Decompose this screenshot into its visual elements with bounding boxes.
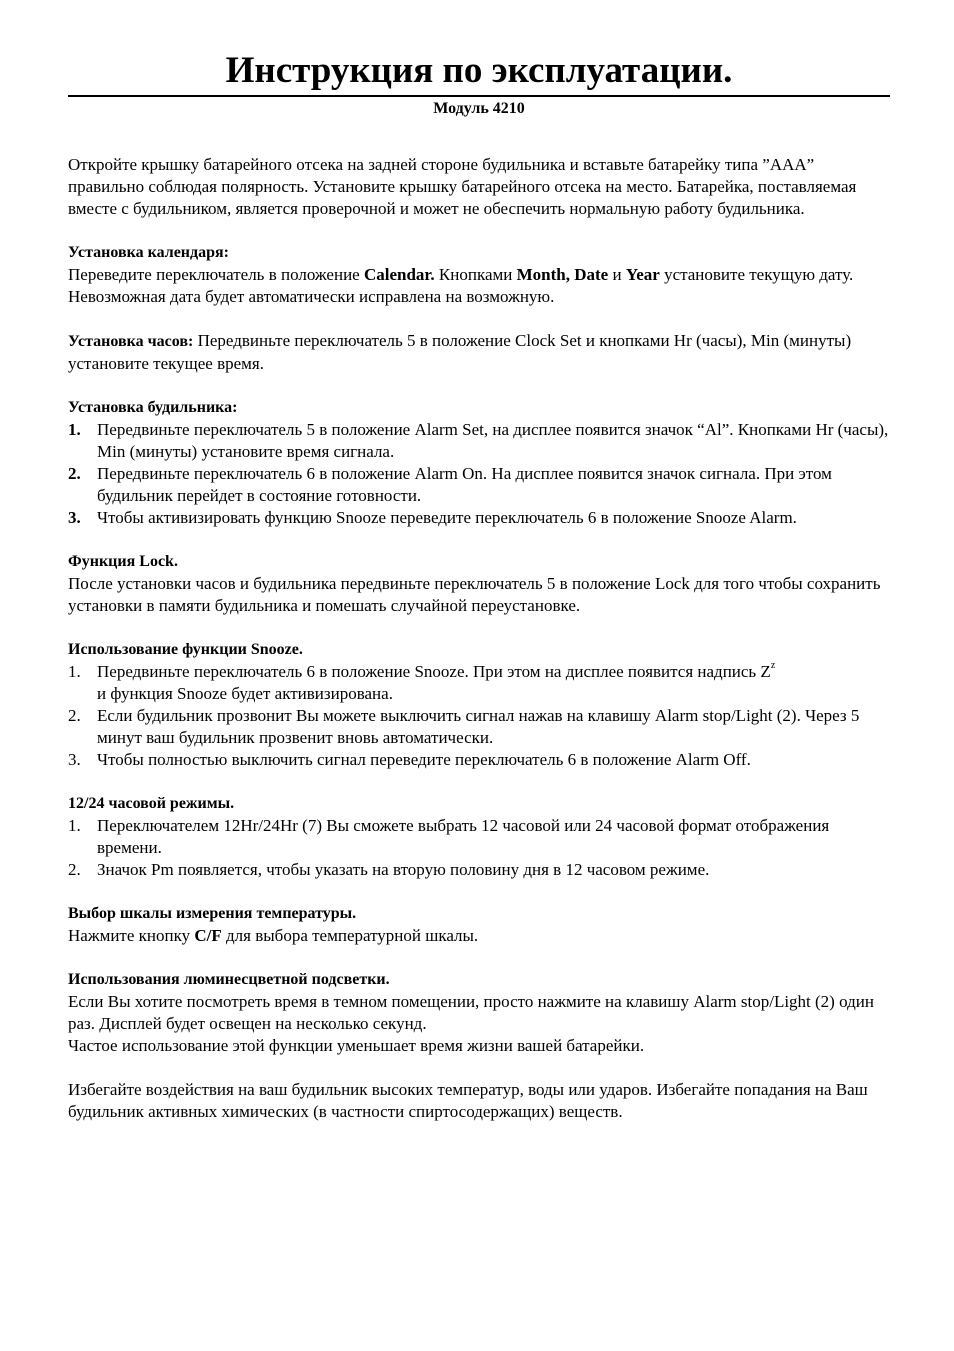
calendar-text: Переведите переключатель в положение Calendar. Кнопками Month, Date и Year установите текущую дату. Невозможная дата будет автоматически исправлена на возможную. xyxy=(68,265,854,306)
list-item: 2. Значок Pm появляется, чтобы указать на вторую половину дня в 12 часовом режиме. xyxy=(68,860,710,879)
list-item: 2. Если будильник прозвонит Вы можете выключить сигнал нажав на клавишу Alarm stop/Light (2). Через 5 минут ваш будильник прозвенит вновь автоматически. xyxy=(68,706,860,747)
temp-heading: Выбор шкалы измерения температуры. xyxy=(68,905,357,922)
light-section xyxy=(68,969,890,1057)
lock-heading: Функция Lock. xyxy=(68,553,178,570)
document-subtitle: Модуль 4210 xyxy=(433,100,525,117)
light-heading: Использования люминесцветной подсветки. xyxy=(68,971,390,988)
mode-section xyxy=(68,793,890,881)
snooze-section xyxy=(68,639,890,771)
light-text-1: Если Вы хотите посмотреть время в темном помещении, просто нажмите на клавишу Alarm stop/Light (2) один раз. Дисплей будет освещен на несколько секунд. xyxy=(68,992,874,1033)
list-item: 3. Чтобы активизировать функцию Snooze переведите переключатель 6 в положение Snooze Alarm. xyxy=(68,508,797,527)
clock-section xyxy=(68,330,890,375)
snooze-list xyxy=(68,661,890,771)
alarm-heading: Установка будильника: xyxy=(68,399,238,416)
list-item: 2. Передвиньте переключатель 6 в положение Alarm On. На дисплее появится значок сигнала. При этом будильник перейдет в состояние готовности. xyxy=(68,464,832,505)
calendar-heading: Установка календаря: xyxy=(68,244,229,261)
list-item: 1. Передвиньте переключатель 5 в положение Alarm Set, на дисплее появится значок “Al”. Кнопками Hr (часы), Min (минуты) установите время сигнала. xyxy=(68,420,889,461)
temp-section xyxy=(68,903,890,947)
snooze-heading: Использование функции Snooze. xyxy=(68,641,303,658)
temp-text: Нажмите кнопку C/F для выбора температурной шкалы. xyxy=(68,926,479,945)
warning-paragraph: Избегайте воздействия на ваш будильник высоких температур, воды или ударов. Избегайте попадания на Ваш будильник активных химических (в частности спиртосодержащих) веществ. xyxy=(68,1080,868,1121)
document-page xyxy=(68,0,890,1123)
mode-heading: 12/24 часовой режимы. xyxy=(68,795,235,812)
calendar-section xyxy=(68,242,890,308)
alarm-section xyxy=(68,397,890,529)
clock-text: Установка часов: Передвиньте переключатель 5 в положение Clock Set и кнопками Hr (часы), Min (минуты) установите текущее время. xyxy=(68,331,852,373)
mode-list xyxy=(68,815,890,881)
lock-text: После установки часов и будильника передвиньте переключатель 5 в положение Lock для того чтобы сохранить установки в памяти будильника и помешать случайной переустановке. xyxy=(68,574,881,615)
clock-heading: Установка часов: xyxy=(68,333,194,350)
intro-paragraph: Откройте крышку батарейного отсека на задней стороне будильника и вставьте батарейку типа ”AAA” правильно соблюдая полярность. Установите крышку батарейного отсека на место. Батарейка, поставляемая вместе с будильником, является проверочной и может не обеспечить нормальную работу будильника. xyxy=(68,155,857,218)
list-item: 3. Чтобы полностью выключить сигнал переведите переключатель 6 в положение Alarm Off. xyxy=(68,750,751,769)
lock-section xyxy=(68,551,890,617)
light-text-2: Частое использование этой функции уменьшает время жизни вашей батарейки. xyxy=(68,1036,645,1055)
document-title: Инструкция по эксплуатации. xyxy=(68,50,890,97)
list-item: 1. Передвиньте переключатель 6 в положение Snooze. При этом на дисплее появится надпись $Z^z$ и функция Snooze будет активизирована. xyxy=(68,660,776,703)
alarm-list xyxy=(68,419,890,529)
list-item: 1. Переключателем 12Hr/24Hr (7) Вы сможете выбрать 12 часовой или 24 часовой формат отображения времени. xyxy=(68,816,830,857)
